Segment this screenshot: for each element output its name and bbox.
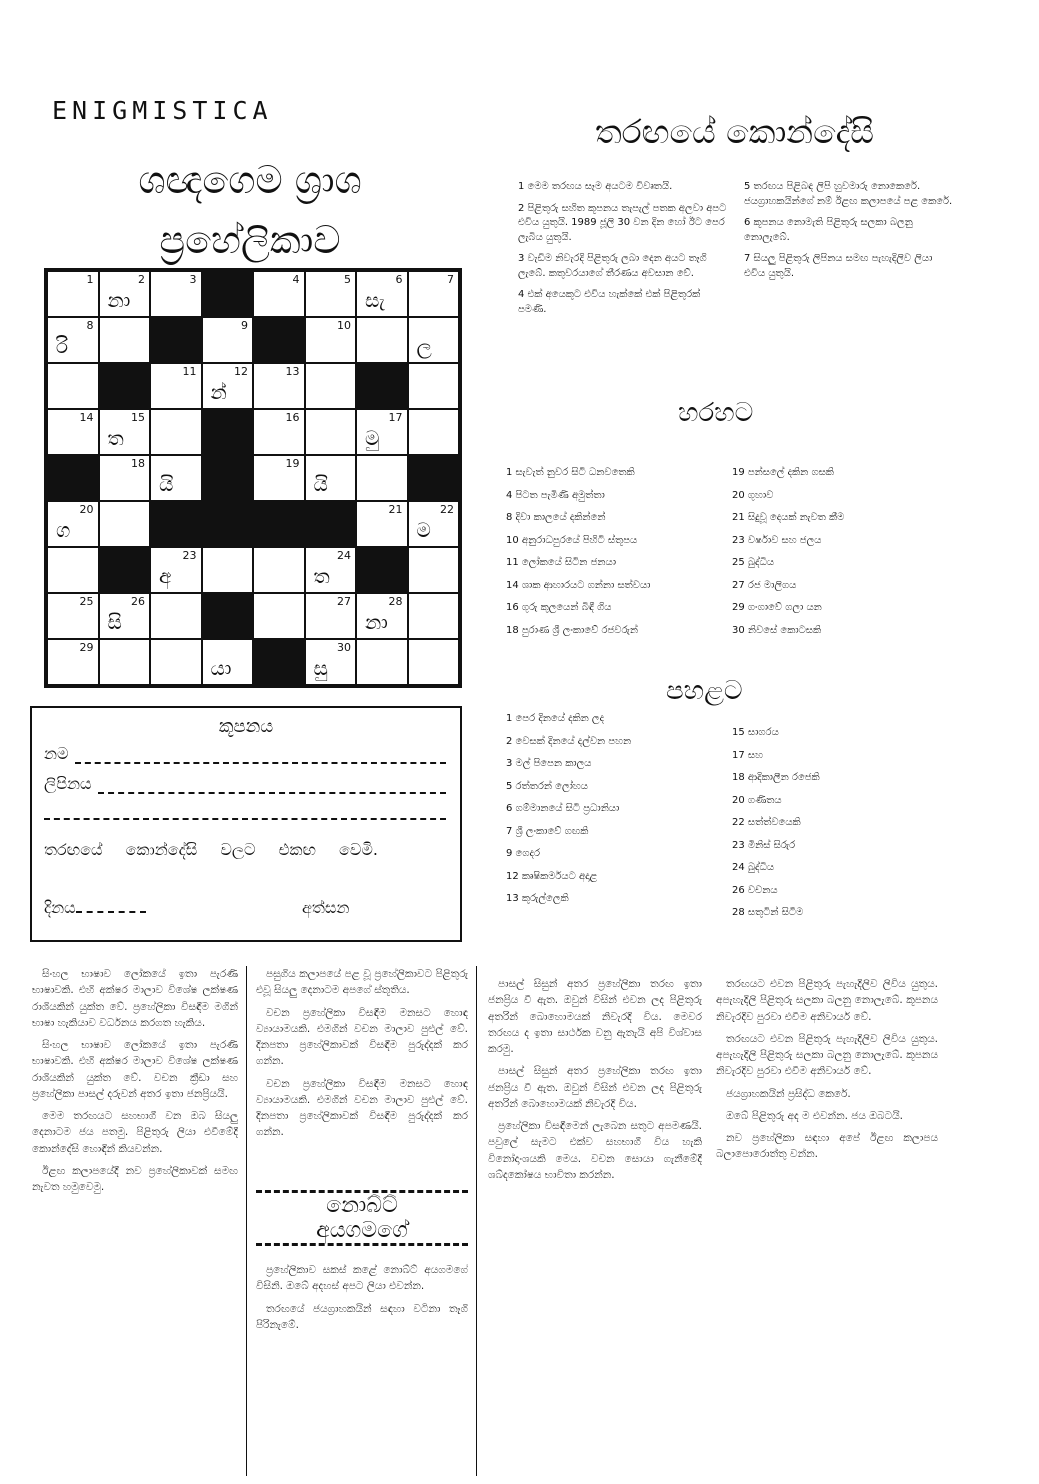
filled-letter: සැ	[365, 288, 385, 312]
down-clue: 18 ආදිකාලීන රජෙකි	[732, 772, 820, 783]
down-clue: 3 මල් පිපෙන කාලය	[506, 758, 592, 769]
address-dashline-2	[44, 804, 446, 820]
puzzle-title-line1: ශඥගෙම ශ්‍රාශ	[138, 158, 362, 202]
banner-line-2: අයගමගේ	[316, 1218, 408, 1243]
article-paragraph: ඊළඟ කලාපයේදී නව ප්‍රහේලිකාවක් සමඟ නැවත හමුවෙමු.	[32, 1164, 238, 1194]
grid-cell[interactable]	[202, 547, 254, 593]
grid-cell[interactable]	[150, 547, 202, 593]
clue-number: 11	[182, 365, 197, 378]
grid-cell[interactable]	[356, 639, 408, 685]
filled-letter: ත	[313, 564, 330, 588]
down-clue: 13 කුරුල්ලෙකි	[506, 893, 569, 904]
article-paragraph: පසුගිය කලාපයේ පළ වූ ප්‍රහේලිකාවට පිළිතුරු එවූ සියලු දෙනාටම අපගේ ස්තූතිය.	[256, 968, 468, 997]
grid-cell[interactable]	[99, 455, 151, 501]
down-clue: 22 සත්ත්වයෙකි	[732, 817, 801, 828]
grid-cell-black	[253, 317, 305, 363]
article-paragraph: වචන ප්‍රහේලිකා විසඳීම මනසට හොඳ ව්‍යායාමයකි. එමගින් වචන මාලාව පුළුල් වේ. දිනපතා ප්‍රහේලිකාවක් විසඳීම පුරුද්දක් කර ගන්න.	[256, 1077, 468, 1139]
grid-cell-black	[408, 455, 460, 501]
grid-cell[interactable]	[150, 639, 202, 685]
clue-number: 4	[292, 273, 300, 286]
across-clue: 18 පුරාණ ශ්‍රී ලංකාවේ රජවරුන්	[506, 624, 638, 636]
condition-item: 6 කූපනය නොමැති පිළිතුරු සලකා බලනු නොලැබේ.	[744, 217, 913, 243]
grid-cell[interactable]	[47, 363, 99, 409]
article-paragraph: වචන ප්‍රහේලිකා විසඳීම මනසට හොඳ ව්‍යායාමයකි. එමගින් වචන මාලාව පුළුල් වේ. දිනපතා ප්‍රහේලිකාවක් විසඳීම පුරුද්දක් කර ගන්න.	[256, 1006, 468, 1068]
grid-cell-black	[202, 409, 254, 455]
puzzle-title	[100, 150, 400, 270]
clue-number: 24	[337, 549, 351, 562]
clue-number: 28	[388, 595, 403, 608]
clue-number: 18	[131, 457, 145, 470]
across-clue: 25 බුද්ධිය	[732, 557, 775, 568]
clue-number: 17	[388, 411, 403, 424]
filled-letter: ග	[56, 518, 71, 542]
clue-number: 3	[189, 273, 197, 286]
grid-cell[interactable]	[408, 639, 460, 685]
grid-cell-black	[99, 547, 151, 593]
masthead: ENIGMISTICA	[52, 96, 273, 125]
condition-item: 7 සියලු පිළිතුරු ලිපිනය සමඟ පැහැදිලිව ලියා එවිය යුතුයි.	[744, 253, 933, 279]
filled-letter: න්	[210, 380, 227, 404]
grid-cell-black	[150, 501, 202, 547]
down-clue: 23 මිනිස් සිරුර	[732, 839, 796, 851]
clue-number: 26	[131, 595, 145, 608]
clue-number: 13	[285, 365, 300, 378]
across-clue: 11 ලෝකයේ සිටින ජනයා	[506, 557, 616, 568]
address-dashline	[98, 778, 446, 794]
across-clue: 16 ගුරු කුලයෙන් බිඳී ගිය	[506, 602, 612, 613]
grid-cell[interactable]	[47, 409, 99, 455]
across-clue: 21 සිදුවූ දෙයක් නැවත කීම	[732, 512, 845, 523]
grid-cell[interactable]	[305, 271, 357, 317]
across-clue: 19 පන්සලේ දකින ගසකි	[732, 467, 834, 478]
clue-number: 12	[234, 365, 248, 378]
grid-cell[interactable]	[253, 547, 305, 593]
date-signature-row	[44, 898, 444, 918]
agreement-row	[44, 840, 378, 860]
article-paragraph: සිංහල භාෂාව ලෝකයේ ඉතා පැරණි භාෂාවකි. එහි අක්ෂර මාලාව විශේෂ ලක්ෂණ රාශියකින් යුක්ත වේ. ප්‍රහේලිකා විසඳීම මගින් භාෂා හැකියාව වර්ධනය කරගත හැකිය.	[32, 968, 238, 1029]
down-clue: 9 ගෙදර	[506, 848, 540, 859]
clue-number: 2	[138, 273, 145, 286]
clue-number: 30	[337, 641, 351, 654]
clue-number: 29	[79, 641, 94, 654]
grid-cell[interactable]	[305, 409, 357, 455]
article-paragraph: පාසල් සිසුන් අතර ප්‍රහේලිකා තරඟ ඉතා ජනප්‍රිය වී ඇත. ඔවුන් විසින් එවන ලද පිළිතුරු අතරින් බොහොමයක් නිවැරදි විය.	[488, 1065, 702, 1110]
down-heading: පහළට	[666, 676, 743, 706]
grid-cell[interactable]	[99, 271, 151, 317]
across-clue: 10 අනුරාධපුරයේ පිහිටි ස්තූපය	[506, 534, 638, 546]
article-paragraph: නව ප්‍රහේලිකා සඳහා අපේ ඊළඟ කලාපය බලාපොරොත්තු වන්න.	[716, 1132, 938, 1161]
article-column-2-top	[256, 966, 468, 1186]
grid-cell[interactable]	[356, 409, 408, 455]
grid-cell[interactable]	[408, 593, 460, 639]
grid-cell[interactable]	[408, 409, 460, 455]
grid-cell[interactable]	[356, 455, 408, 501]
grid-cell-black	[202, 593, 254, 639]
down-clue: 6 ගම්මානයේ සිටි ප්‍රධානියා	[506, 803, 620, 814]
article-paragraph: තරඟයට එවන පිළිතුරු පැහැදිලිව ලිවිය යුතුය. අපැහැදිලි පිළිතුරු සලකා බලනු නොලැබේ. කූපනය නිවැරදිව පුරවා එවීම අනිවාර්ය වේ.	[716, 1032, 938, 1078]
grid-cell-black	[150, 317, 202, 363]
grid-cell[interactable]	[47, 501, 99, 547]
filled-letter: ම	[416, 518, 431, 542]
clue-number: 5	[344, 273, 351, 286]
contest-label: තරඟයේ	[44, 840, 103, 859]
grid-cell-black	[253, 501, 305, 547]
condition-item: 1 මෙම තරඟය සෑම අයටම විවෘතයි.	[518, 181, 673, 192]
grid-cell[interactable]	[47, 593, 99, 639]
grid-cell[interactable]	[305, 547, 357, 593]
grid-cell[interactable]	[99, 593, 151, 639]
coupon-title: කූපනය	[218, 716, 274, 737]
condition-item: 3 වැඩිම නිවැරදි පිළිතුරු ලබා දෙන අයට තෑගි ලැබේ. කතුවරයාගේ තීරණය අවසාන වේ.	[518, 253, 707, 279]
grid-cell[interactable]	[253, 455, 305, 501]
grid-cell[interactable]	[305, 639, 357, 685]
grid-cell[interactable]	[202, 317, 254, 363]
filled-letter: නා	[365, 610, 388, 634]
grid-cell[interactable]	[202, 363, 254, 409]
grid-cell[interactable]	[253, 409, 305, 455]
grid-cell[interactable]	[99, 501, 151, 547]
article-column-2-bottom	[256, 1262, 468, 1476]
article-paragraph: තරඟයේ ජයග්‍රාහකයින් සඳහා වටිනා තෑගි පිරිනැමේ.	[256, 1302, 468, 1331]
across-clue: 4 පිටත පැමිණි අමුත්තා	[506, 489, 605, 501]
article-paragraph: ජයග්‍රාහකයින් ප්‍රසිද්ධ කෙරේ.	[726, 1087, 851, 1100]
name-dashline	[75, 748, 447, 764]
grid-cell-black	[99, 363, 151, 409]
address-line[interactable]	[44, 774, 446, 794]
article-paragraph: ප්‍රහේලිකා විසඳීමෙන් ලැබෙන සතුට අපමණයි. පවුලේ සැමට එක්ව සහභාගී විය හැකි විනෝදාංශයකි මෙය. වචන සොයා ගැනීමේදී ශබ්දකෝෂය භාවිතා කරන්න.	[488, 1120, 702, 1181]
down-clue: 28 සතුටින් සිටීම	[732, 907, 804, 918]
down-clues-right	[732, 726, 952, 929]
article-paragraph: සිංහල භාෂාව ලෝකයේ ඉතා පැරණි භාෂාවකි. එහි අක්ෂර මාලාව විශේෂ ලක්ෂණ රාශියකින් යුක්ත වේ. වචන ක්‍රීඩා සහ ප්‍රහේලිකා පාසල් දරුවන් අතර ඉතා ජනප්‍රියයි.	[32, 1039, 238, 1100]
grid-cell[interactable]	[253, 593, 305, 639]
grid-cell[interactable]	[150, 363, 202, 409]
clue-number: 10	[337, 319, 351, 332]
filled-letter: රි	[56, 334, 69, 358]
column-divider	[246, 966, 247, 1476]
filled-letter: යි	[159, 472, 174, 496]
grid-cell[interactable]	[253, 271, 305, 317]
clue-number: 9	[241, 319, 248, 332]
filled-letter: මු	[365, 426, 380, 450]
grid-cell-black	[356, 363, 408, 409]
grid-cell[interactable]	[150, 593, 202, 639]
grid-cell[interactable]	[408, 547, 460, 593]
grid-cell[interactable]	[305, 593, 357, 639]
date-dashline[interactable]	[76, 911, 146, 913]
conditions-heading: තරඟයේ කොන්දේසි	[595, 112, 874, 151]
grid-cell[interactable]	[305, 455, 357, 501]
article-paragraph: මෙම තරඟයට සහභාගී වන ඔබ සියලු දෙනාටම ජය පතමු. පිළිතුරු ලියා එවීමේදී කොන්දේසි හොඳින් කියවන්න.	[32, 1110, 238, 1155]
down-clue: 17 සහ	[732, 749, 763, 761]
grid-cell[interactable]	[99, 317, 151, 363]
address-label: ලිපිනය	[44, 774, 92, 793]
down-clue: 12 කෘෂිකර්මයට අදාළ	[506, 870, 598, 882]
article-paragraph: ඔබේ පිළිතුරු අද ම එවන්න. ජය ඔබටයි.	[726, 1109, 903, 1122]
down-clue: 20 ගණිතය	[732, 794, 782, 806]
down-clues-left	[506, 712, 718, 915]
clue-number: 25	[79, 595, 94, 608]
grid-cell[interactable]	[150, 455, 202, 501]
grid-cell-black	[356, 547, 408, 593]
grid-cell[interactable]	[356, 501, 408, 547]
grid-cell[interactable]	[47, 639, 99, 685]
grid-cell[interactable]	[408, 317, 460, 363]
grid-cell-black	[202, 271, 254, 317]
across-clue: 20 ගුහාව	[732, 489, 774, 501]
article-column-3	[488, 976, 702, 1476]
clue-number: 23	[182, 549, 197, 562]
name-label: නම	[44, 744, 69, 763]
column-divider	[476, 966, 477, 1476]
address-line-2[interactable]	[44, 804, 446, 820]
grid-cell-black	[202, 501, 254, 547]
clue-number: 27	[337, 595, 351, 608]
across-clues-left	[506, 466, 716, 646]
filled-letter: යි	[313, 472, 328, 496]
article-paragraph: පාසල් සිසුන් අතර ප්‍රහේලිකා තරඟ ඉතා ජනප්‍රිය වී ඇත. ඔවුන් විසින් එවන ලද පිළිතුරු අතරින් බොහොමයක් නිවැරදි විය. මෙවර තරඟය ද ඉතා සාර්ථක වනු ඇතැයි අපි විශ්වාස කරමු.	[488, 978, 702, 1056]
grid-cell[interactable]	[253, 363, 305, 409]
down-clue: 1 පෙර දිනයේ දකින ලද	[506, 713, 605, 724]
clue-number: 22	[440, 503, 454, 516]
grid-cell[interactable]	[356, 317, 408, 363]
condition-item: 5 තරඟය පිළිබඳ ලිපි හුවමාරු නොකෙරේ. ජයග්‍රාහකයින්ගේ නම් ඊළඟ කලාපයේ පළ කෙරේ.	[744, 181, 953, 207]
across-heading: හරහට	[678, 398, 754, 428]
grid-cell[interactable]	[47, 547, 99, 593]
across-clue: 23 වර්ෂාව සහ ජලය	[732, 534, 822, 546]
across-clue: 30 නිවසේ කොටසකි	[732, 624, 822, 636]
filled-letter: යා	[210, 656, 232, 680]
filled-letter: අ	[159, 564, 172, 588]
grid-cell[interactable]	[202, 639, 254, 685]
clue-number: 6	[395, 273, 403, 286]
grid-cell[interactable]	[150, 271, 202, 317]
entry-coupon	[30, 706, 462, 942]
clue-number: 1	[86, 273, 94, 286]
clue-number: 16	[285, 411, 300, 424]
grid-cell[interactable]	[47, 271, 99, 317]
across-clues-right	[732, 466, 952, 646]
conditions-left-column	[518, 180, 730, 324]
name-line[interactable]	[44, 744, 446, 764]
date-label: දිනය	[44, 898, 76, 917]
filled-letter: සු	[313, 656, 328, 680]
across-clue: 1 සැවැත් නුවර සිටි ධනවතෙකි	[506, 467, 635, 478]
grid-cell[interactable]	[47, 317, 99, 363]
grid-cell[interactable]	[408, 363, 460, 409]
down-clue: 15 සාගරය	[732, 727, 779, 738]
grid-cell[interactable]	[305, 363, 357, 409]
conditions-agreement: කොන්දේසි වලට එකඟ වෙමි.	[125, 840, 379, 859]
grid-cell-black	[305, 501, 357, 547]
grid-cell[interactable]	[408, 271, 460, 317]
grid-cell[interactable]	[99, 639, 151, 685]
conditions-right-column	[744, 180, 954, 288]
across-clue: 27 රජ මාලිගය	[732, 579, 797, 591]
clue-number: 20	[79, 503, 94, 516]
clue-number: 19	[285, 457, 300, 470]
filled-letter: සි	[107, 610, 122, 634]
banner-line-1: නොබ්ට්	[326, 1193, 398, 1218]
article-column-4	[716, 976, 938, 1476]
byline-banner	[256, 1190, 468, 1246]
filled-letter: ල	[416, 334, 432, 358]
down-clue: 5 රත්තරන් ලෝහය	[506, 780, 588, 792]
article-paragraph: ප්‍රහේලිකාව සකස් කළේ නොබ්ට් අයගමගේ විසිනි. ඔබේ අදහස් අපට ලියා එවන්න.	[256, 1264, 468, 1293]
grid-cell[interactable]	[305, 317, 357, 363]
across-clue: 8 දිවා කාලයේ දකින්නේ	[506, 512, 606, 523]
down-clue: 2 වෙසක් දිනයේ දල්වන පහන	[506, 735, 632, 747]
puzzle-title-line2: ප්‍රහේලිකාව	[159, 218, 341, 262]
clue-number: 14	[79, 411, 94, 424]
grid-cell[interactable]	[356, 593, 408, 639]
down-clue: 7 ශ්‍රී ලංකාවේ ගඟකි	[506, 825, 589, 837]
filled-letter: ත	[107, 426, 124, 450]
down-clue: 24 බුද්ධිය	[732, 862, 775, 873]
grid-cell[interactable]	[356, 271, 408, 317]
clue-number: 8	[86, 319, 94, 332]
banner-rule	[256, 1243, 468, 1246]
condition-item: 2 පිළිතුරු සහිත කූපනය තැපැල් පතක අලවා අපට එවිය යුතුයි. 1989 ජූලි 30 වන දින හෝ ඊට පෙර ලැබිය යුතුයි.	[518, 202, 727, 243]
grid-cell-black	[253, 639, 305, 685]
signature-label: අත්සන	[302, 898, 350, 917]
across-clue: 14 ශාක ආහාරයට ගන්නා සත්වයා	[506, 579, 651, 591]
grid-cell-black	[202, 455, 254, 501]
grid-cell[interactable]	[408, 501, 460, 547]
clue-number: 15	[131, 411, 145, 424]
filled-letter: නා	[107, 288, 131, 312]
article-paragraph: තරඟයට එවන පිළිතුරු පැහැදිලිව ලිවිය යුතුය. අපැහැදිලි පිළිතුරු සලකා බලනු නොලැබේ. කූපනය නිවැරදිව පුරවා එවීම අනිවාර්ය වේ.	[716, 978, 938, 1023]
grid-cell[interactable]	[150, 409, 202, 455]
clue-number: 21	[388, 503, 403, 516]
grid-cell-black	[47, 455, 99, 501]
across-clue: 29 ගංගාවේ ගලා යන	[732, 602, 822, 613]
article-column-1	[32, 966, 238, 1476]
clue-number: 7	[447, 273, 454, 286]
crossword-grid	[44, 268, 462, 688]
down-clue: 26 වචනය	[732, 884, 778, 896]
grid-cell[interactable]	[99, 409, 151, 455]
condition-item: 4 එක් අයෙකුට එවිය හැක්කේ එක් පිළිතුරක් පමණි.	[518, 289, 701, 315]
